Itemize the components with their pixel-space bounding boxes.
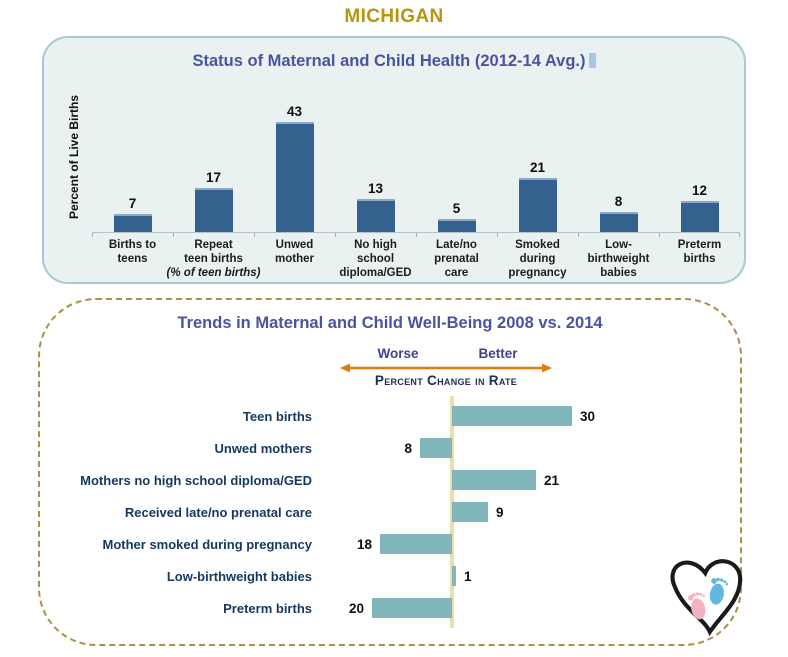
trends-axis-caption: Percent Change in Rate	[374, 373, 518, 388]
status-bar-value-label: 43	[286, 104, 303, 119]
status-category-line: Unwed	[275, 239, 314, 251]
status-bar-value-label: 12	[691, 183, 708, 198]
status-bar-area	[254, 102, 335, 232]
trend-value-label: 1	[464, 568, 472, 584]
status-category-subline: (% of teen births)	[166, 266, 261, 279]
status-category-line: Births to	[108, 239, 157, 251]
trend-row	[40, 592, 744, 624]
status-category-label	[497, 233, 578, 280]
status-bar-area	[335, 102, 416, 232]
status-category-line: teens	[117, 252, 148, 265]
trend-row-label: Unwed mothers	[214, 440, 312, 456]
trend-row-label: Preterm births	[223, 600, 312, 616]
trend-row-label: Mothers no high school diploma/GED	[80, 472, 312, 488]
trend-bar	[380, 534, 452, 554]
trend-row	[40, 560, 744, 592]
status-category-line: Repeat	[194, 239, 233, 251]
status-category-label	[335, 233, 416, 280]
trends-chart-panel	[38, 298, 742, 646]
trend-bar	[452, 502, 488, 522]
trends-chart-rows	[40, 400, 744, 624]
status-bar-column	[416, 102, 497, 232]
status-bar-area	[173, 102, 254, 232]
status-bar-value-label: 13	[367, 181, 384, 196]
status-bar	[681, 201, 719, 232]
status-category-label	[254, 233, 335, 280]
status-category-label	[92, 233, 173, 280]
status-bar-column	[497, 102, 578, 232]
status-bar-column	[659, 102, 740, 232]
status-bar-column	[578, 102, 659, 232]
trend-value-label: 21	[544, 472, 560, 488]
status-category-line: mother	[275, 252, 314, 265]
status-chart-panel	[42, 36, 746, 284]
status-bar	[438, 219, 476, 232]
trend-row	[40, 528, 744, 560]
status-bar-value-label: 21	[529, 160, 546, 175]
status-bar-column	[254, 102, 335, 232]
status-chart-ylabel: Percent of Live Births	[67, 94, 81, 220]
status-bar	[276, 122, 314, 232]
status-chart-title-row	[44, 52, 744, 71]
pink-footprint-icon	[687, 591, 709, 621]
trend-row-bar-area	[320, 432, 744, 464]
status-category-line: babies	[600, 266, 637, 279]
trend-row-label: Mother smoked during pregnancy	[102, 536, 312, 552]
status-category-line: prenatal	[434, 252, 479, 265]
status-category-line: school	[356, 252, 395, 265]
status-chart-columns	[92, 102, 740, 232]
trend-row-bar-area	[320, 496, 744, 528]
status-category-line: pregnancy	[508, 266, 567, 279]
worse-label: Worse	[377, 346, 419, 361]
status-bar-area	[416, 102, 497, 232]
status-category-line: Low-	[605, 239, 632, 251]
status-category-line: diploma/GED	[339, 266, 412, 279]
title-cursor-marker	[589, 53, 596, 68]
status-category-line: Preterm	[677, 239, 722, 251]
trend-row	[40, 400, 744, 432]
status-bar-area	[92, 102, 173, 232]
trend-row-label: Low-birthweight babies	[166, 568, 312, 584]
trend-row	[40, 432, 744, 464]
status-bar-value-label: 8	[614, 194, 623, 209]
page-title: MICHIGAN	[344, 6, 444, 27]
status-bar-area	[497, 102, 578, 232]
status-category-label	[659, 233, 740, 280]
status-category-line: care	[444, 266, 469, 279]
trend-value-label: 20	[348, 600, 364, 616]
trend-row	[40, 464, 744, 496]
status-category-label	[416, 233, 497, 280]
status-bar	[519, 178, 557, 232]
status-chart-title: Status of Maternal and Child Health (2012-14 Avg.)	[192, 52, 586, 70]
status-category-line: Late/no	[436, 239, 477, 251]
trend-bar	[452, 470, 536, 490]
status-category-line: during	[519, 252, 556, 265]
status-category-label	[166, 233, 261, 280]
heart-baby-feet-logo-icon	[662, 548, 754, 644]
status-category-line: teen births	[184, 252, 243, 265]
status-bar-area	[578, 102, 659, 232]
status-bar-value-label: 7	[128, 196, 137, 211]
trend-value-label: 8	[404, 440, 412, 456]
trend-bar	[452, 566, 456, 586]
trend-row-label: Received late/no prenatal care	[124, 504, 312, 520]
status-bar	[600, 212, 638, 232]
status-category-line: births	[683, 252, 716, 265]
trend-row	[40, 496, 744, 528]
status-bar-column	[335, 102, 416, 232]
status-bar-value-label: 17	[205, 170, 222, 185]
status-category-label	[578, 233, 659, 280]
trend-value-label: 9	[496, 504, 504, 520]
trend-bar	[452, 406, 572, 426]
status-bar-column	[92, 102, 173, 232]
status-bar	[195, 188, 233, 232]
trend-value-label: 30	[580, 408, 596, 424]
status-bar-value-label: 5	[452, 201, 461, 216]
trends-chart-title: Trends in Maternal and Child Well-Being 2008 vs. 2014	[177, 314, 603, 332]
status-category-line: No high	[354, 239, 397, 251]
trend-row-label: Teen births	[242, 408, 312, 424]
status-category-line: Smoked	[515, 239, 560, 251]
status-category-line: birthweight	[587, 252, 650, 265]
trend-row-bar-area	[320, 400, 744, 432]
trend-bar	[372, 598, 452, 618]
trend-value-label: 18	[356, 536, 372, 552]
status-chart-axis	[92, 232, 740, 280]
status-bar-area	[659, 102, 740, 232]
status-bar	[357, 199, 395, 232]
trend-bar	[420, 438, 452, 458]
blue-footprint-icon	[707, 577, 729, 607]
status-chart-plot	[92, 102, 740, 280]
trend-row-bar-area	[320, 464, 744, 496]
status-bar	[114, 214, 152, 232]
better-label: Better	[478, 346, 518, 361]
status-bar-column	[173, 102, 254, 232]
